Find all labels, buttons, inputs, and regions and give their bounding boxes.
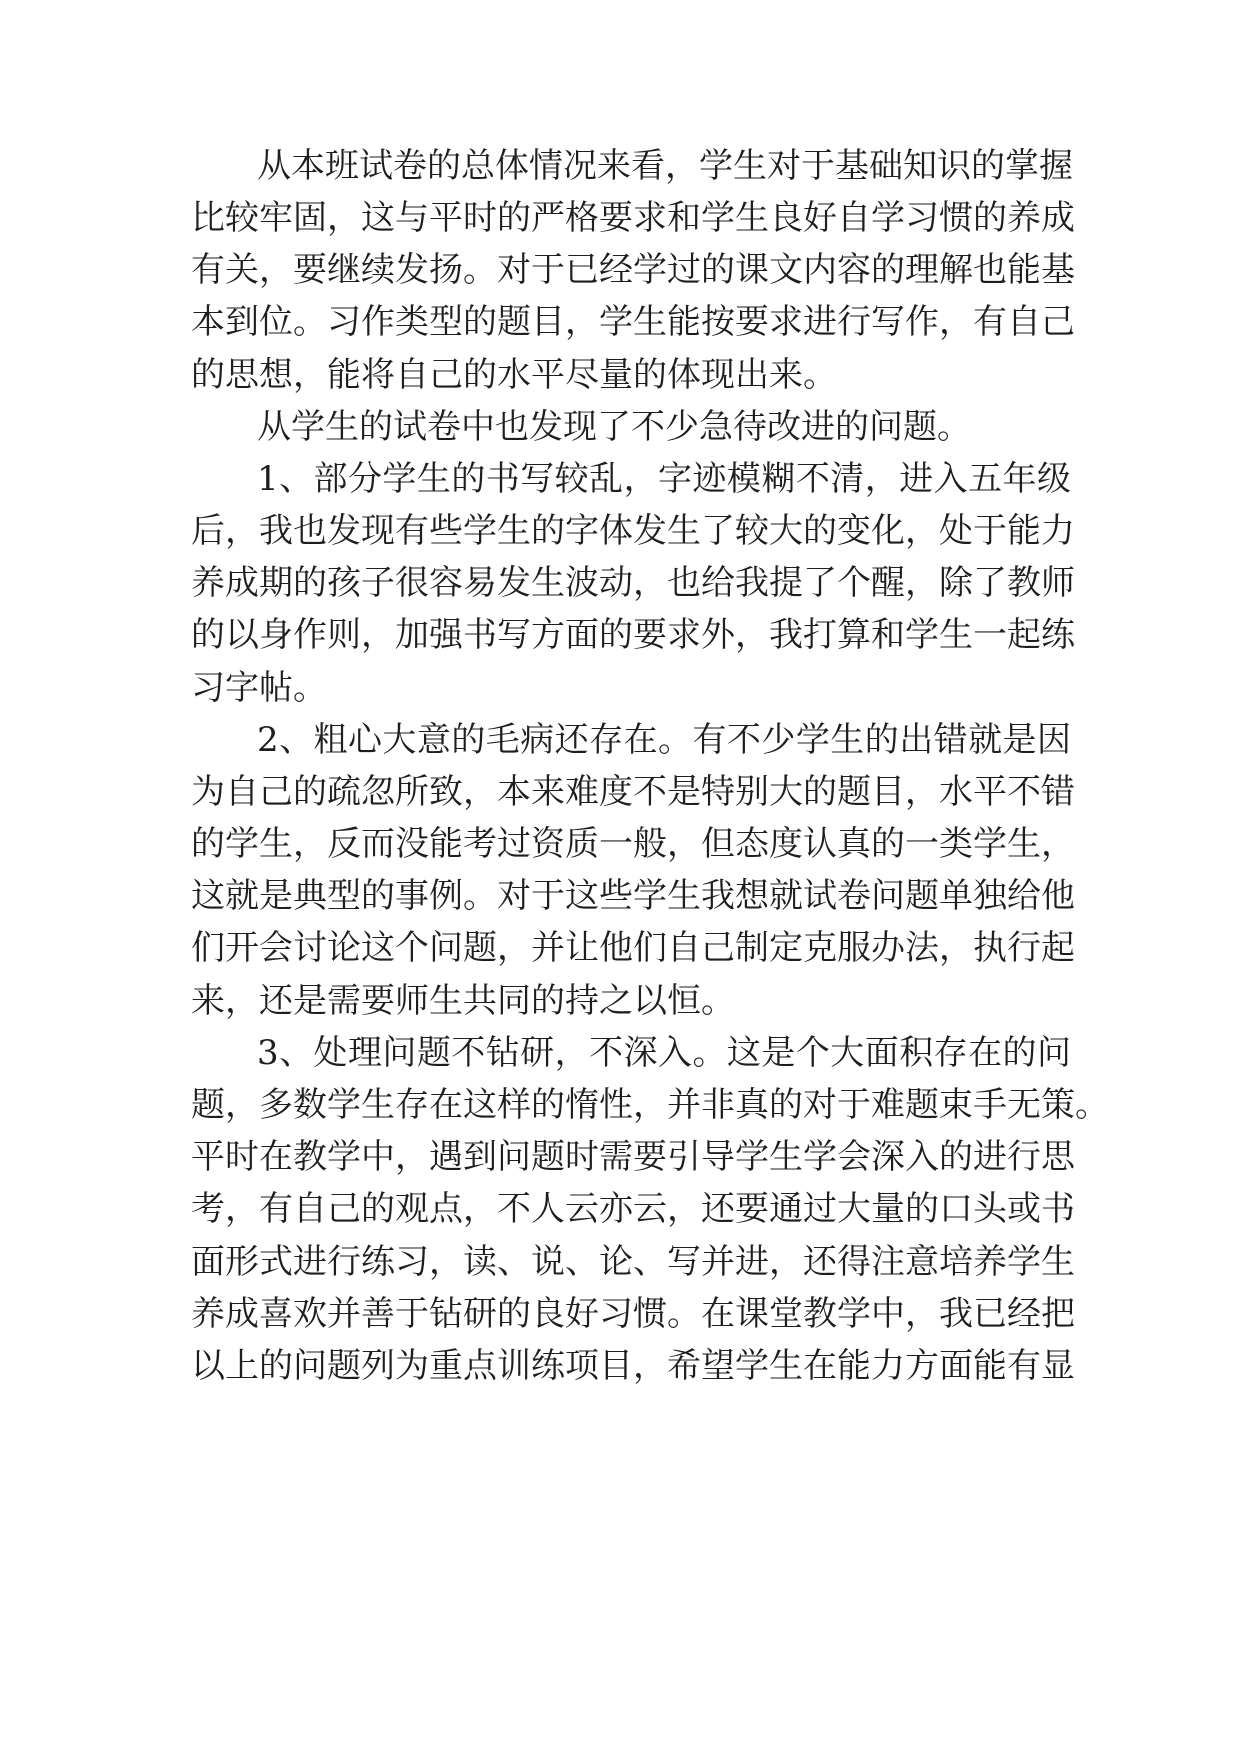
text-line: 面形式进行练习，读、说、论、写并进，还得注意培养学生	[191, 1242, 1075, 1282]
text-line: 3、处理问题不钻研，不深入。这是个大面积存在的问	[257, 1033, 1071, 1073]
text-line: 的学生，反而没能考过资质一般，但态度认真的一类学生，	[191, 824, 1075, 864]
text-line: 有关，要继续发扬。对于已经学过的课文内容的理解也能基	[191, 250, 1075, 290]
text-line: 以上的问题列为重点训练项目，希望学生在能力方面能有显	[191, 1346, 1075, 1386]
text-line: 养成期的孩子很容易发生波动，也给我提了个醒，除了教师	[191, 563, 1075, 603]
text-line: 习字帖。	[191, 668, 327, 708]
text-line: 平时在教学中，遇到问题时需要引导学生学会深入的进行思	[191, 1137, 1075, 1177]
text-line: 2、粗心大意的毛病还存在。有不少学生的出错就是因	[257, 720, 1071, 760]
text-line: 们开会讨论这个问题，并让他们自己制定克服办法，执行起	[191, 928, 1075, 968]
text-line: 1、部分学生的书写较乱，字迹模糊不清，进入五年级	[257, 459, 1071, 499]
text-line: 的以身作则，加强书写方面的要求外，我打算和学生一起练	[191, 615, 1075, 655]
text-line: 的思想，能将自己的水平尽量的体现出来。	[191, 355, 837, 395]
text-line: 这就是典型的事例。对于这些学生我想就试卷问题单独给他	[191, 876, 1075, 916]
text-line: 从学生的试卷中也发现了不少急待改进的问题。	[257, 407, 971, 447]
text-line: 题，多数学生存在这样的惰性，并非真的对于难题束手无策。	[191, 1085, 1109, 1125]
text-line: 养成喜欢并善于钻研的良好习惯。在课堂教学中，我已经把	[191, 1294, 1075, 1334]
text-line: 考，有自己的观点，不人云亦云，还要通过大量的口头或书	[191, 1189, 1075, 1229]
text-line: 从本班试卷的总体情况来看，学生对于基础知识的掌握	[257, 146, 1073, 186]
text-line: 为自己的疏忽所致，本来难度不是特别大的题目，水平不错	[191, 772, 1075, 812]
text-line: 比较牢固，这与平时的严格要求和学生良好自学习惯的养成	[191, 198, 1075, 238]
text-line: 本到位。习作类型的题目，学生能按要求进行写作，有自己	[191, 302, 1075, 342]
text-line: 来，还是需要师生共同的持之以恒。	[191, 981, 735, 1021]
text-line: 后，我也发现有些学生的字体发生了较大的变化，处于能力	[191, 511, 1075, 551]
